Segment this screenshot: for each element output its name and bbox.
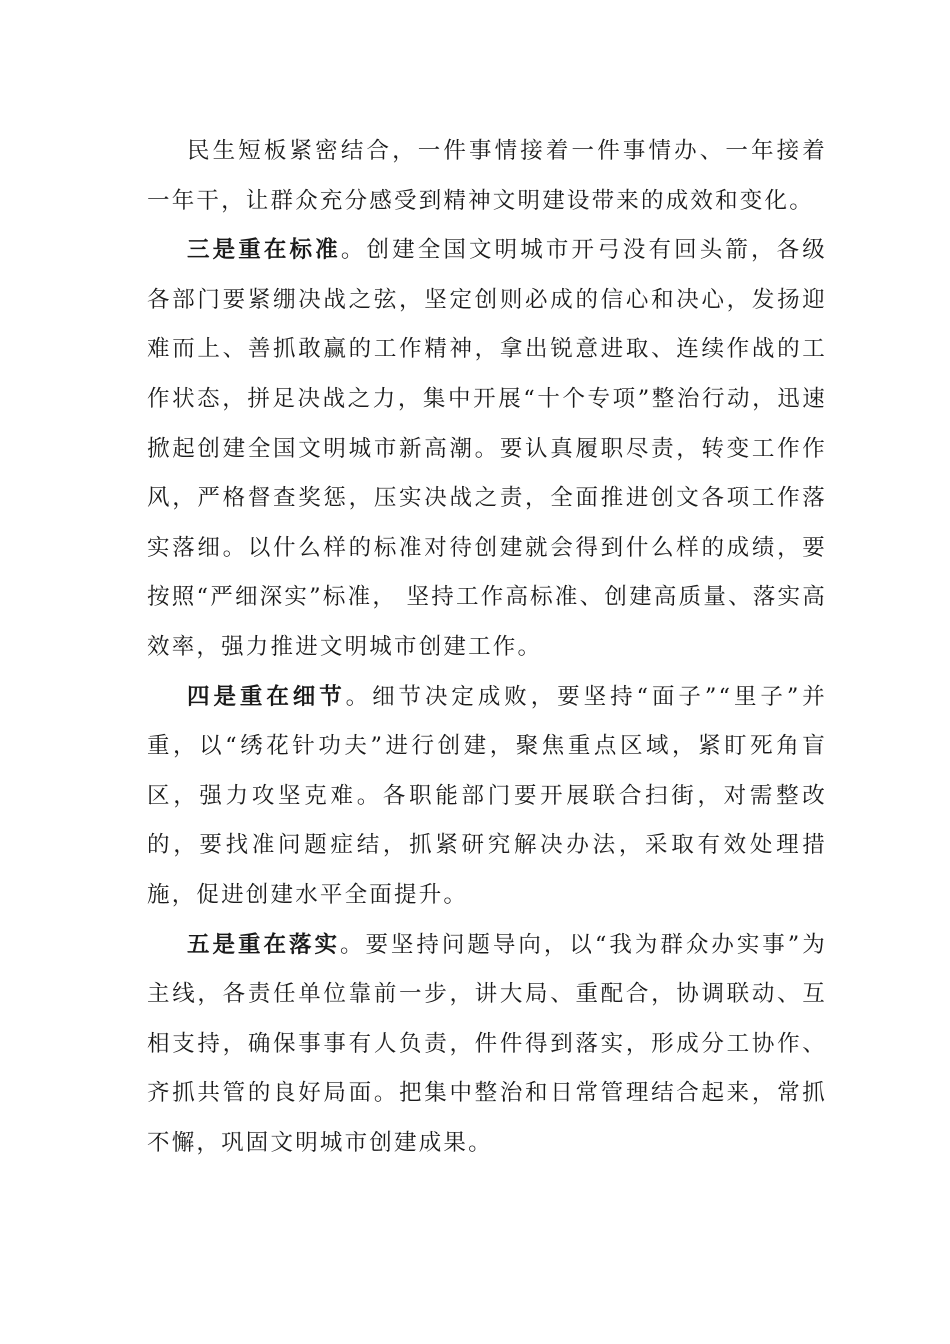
document-body [147, 127, 827, 1168]
paragraph-text: 民生短板紧密结合，一件事情接着一件事情办、一年接着一年干，让群众充分感受到精神文明建设带来的成效和变化。 [147, 138, 827, 214]
paragraph-heading: 五是重在落实 [187, 931, 340, 958]
paragraph-standard [147, 226, 827, 672]
paragraph-heading: 四是重在细节 [187, 683, 346, 710]
paragraph-continuation [147, 127, 827, 226]
paragraph-text: 。细节决定成败，要坚持“面子”“里子”并重，以“绣花针功夫”进行创建，聚焦重点区域，紧盯死角盲区，强力攻坚克难。各职能部门要开展联合扫街，对需整改的，要找准问题症结，抓紧研究解决办法，采取有效处理措施，促进创建水平全面提升。 [147, 683, 828, 908]
paragraph-text: 。要坚持问题导向，以“我为群众办实事”为主线，各责任单位靠前一步，讲大局、重配合，协调联动、互相支持，确保事事有人负责，件件得到落实，形成分工协作、齐抓共管的良好局面。把集中整治和日常管理结合起来，常抓不懈，巩固文明城市创建成果。 [147, 931, 827, 1156]
paragraph-implementation [147, 921, 827, 1169]
paragraph-heading: 三是重在标准 [187, 237, 341, 264]
paragraph-detail [147, 673, 827, 921]
paragraph-text: 。创建全国文明城市开弓没有回头箭，各级各部门要紧绷决战之弦，坚定创则必成的信心和决心，发扬迎难而上、善抓敢赢的工作精神，拿出锐意进取、连续作战的工作状态，拼足决战之力，集中开展“十个专项”整治行动，迅速掀起创建全国文明城市新高潮。要认真履职尽责，转变工作作风，严格督查奖惩，压实决战之责，全面推进创文各项工作落实落细。以什么样的标准对待创建就会得到什么样的成绩，要按照“严细深实”标准， 坚持工作高标准、创建高质量、落实高效率，强力推进文明城市创建工作。 [147, 237, 827, 660]
